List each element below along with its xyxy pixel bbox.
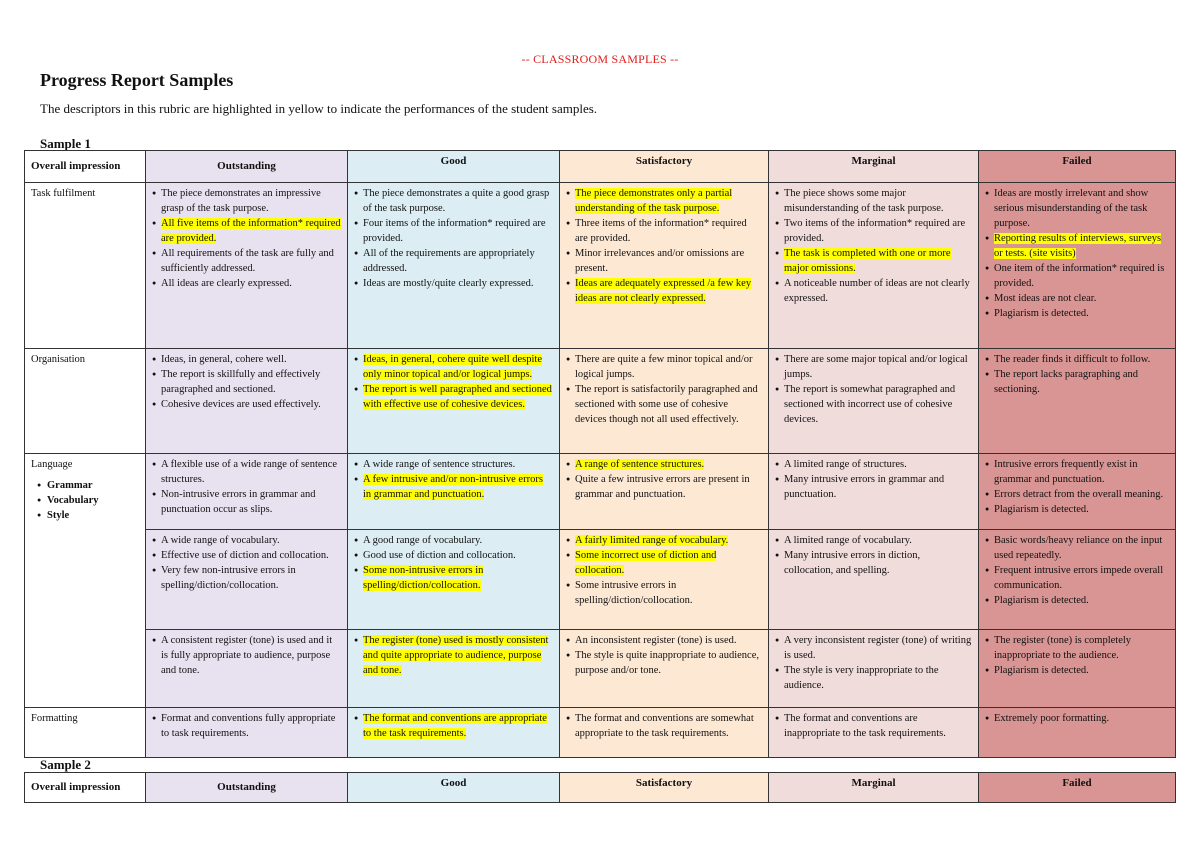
- descriptor-item: [985, 306, 1169, 321]
- row-label-task-fulfilment: Task fulfilment: [25, 183, 146, 349]
- descriptor-item: [985, 367, 1169, 397]
- descriptor-text: Extremely poor formatting.: [994, 713, 1110, 724]
- descriptor-item: [566, 633, 762, 648]
- grammar-outstanding-descriptors: [152, 457, 341, 517]
- descriptor-item: [152, 397, 341, 412]
- classroom-samples-banner: -- CLASSROOM SAMPLES --: [521, 52, 679, 66]
- descriptor-item: [566, 578, 762, 608]
- descriptor-item: [775, 663, 972, 693]
- language-label: Language: [31, 459, 73, 470]
- header-overall-impression: Overall impression: [25, 151, 146, 183]
- descriptor-text: Plagiarism is detected.: [994, 308, 1089, 319]
- org-good-descriptors: [354, 352, 553, 412]
- descriptor-item: [354, 216, 553, 246]
- descriptor-item: [152, 548, 341, 563]
- descriptor-item: [566, 216, 762, 246]
- descriptor-item: [566, 352, 762, 382]
- highlighted-descriptor-text: The report is well paragraphed and sectioned with effective use of cohesive devices.: [363, 384, 552, 410]
- header-satisfactory: Satisfactory: [560, 151, 769, 183]
- intro-text: The descriptors in this rubric are highlighted in yellow to indicate the performances of the student samples.: [40, 101, 598, 116]
- descriptor-item: [354, 457, 553, 472]
- descriptor-text: The piece demonstrates an impressive grasp of the task purpose.: [161, 188, 321, 214]
- task-outstanding-descriptors: [152, 186, 341, 291]
- descriptor-item: [566, 382, 762, 427]
- header-good: Good: [348, 151, 560, 183]
- descriptor-text: The report is satisfactorily paragraphed and sectioned with some use of cohesive devices though not all used effectively.: [575, 384, 758, 425]
- descriptor-text: An inconsistent register (tone) is used.: [575, 635, 737, 646]
- descriptor-text: A consistent register (tone) is used and it is fully appropriate to audience, purpose and tone.: [161, 635, 333, 676]
- grammar-satisfactory-descriptors: [566, 457, 762, 502]
- descriptor-item: [775, 382, 972, 427]
- descriptor-item: [152, 533, 341, 548]
- descriptor-item: [775, 246, 972, 276]
- descriptor-item: [985, 633, 1169, 663]
- descriptor-item: [152, 216, 341, 246]
- highlighted-descriptor-text: Some non-intrusive errors in spelling/diction/collocation.: [363, 565, 484, 591]
- descriptor-item: [566, 548, 762, 578]
- descriptor-text: Three items of the information* required are provided.: [575, 218, 747, 244]
- subitem-vocabulary: ● Vocabulary: [37, 493, 139, 508]
- descriptor-item: [985, 563, 1169, 593]
- descriptor-item: [985, 663, 1169, 678]
- row-label-organisation: Organisation: [25, 349, 146, 454]
- descriptor-item: [775, 276, 972, 306]
- descriptor-item: [566, 648, 762, 678]
- page-title: Progress Report Samples: [40, 70, 234, 90]
- descriptor-text: A good range of vocabulary.: [363, 535, 483, 546]
- descriptor-text: Cohesive devices are used effectively.: [161, 399, 321, 410]
- header-failed: Failed: [979, 151, 1176, 183]
- descriptor-text: The format and conventions are somewhat appropriate to the task requirements.: [575, 713, 754, 739]
- descriptor-item: [775, 548, 972, 578]
- descriptor-item: [152, 457, 341, 487]
- descriptor-text: The piece demonstrates a quite a good grasp of the task purpose.: [363, 188, 550, 214]
- descriptor-item: [354, 548, 553, 563]
- descriptor-text: One item of the information* required is provided.: [994, 263, 1165, 289]
- org-failed-descriptors: [985, 352, 1169, 397]
- descriptor-item: [985, 457, 1169, 487]
- descriptor-item: [152, 633, 341, 678]
- descriptor-item: [152, 246, 341, 276]
- descriptor-text: Many intrusive errors in grammar and punctuation.: [784, 474, 945, 500]
- rubric-row-task-fulfilment: [25, 183, 1176, 349]
- highlighted-descriptor-text: The piece demonstrates only a partial understanding of the task purpose.: [575, 188, 733, 214]
- descriptor-text: Format and conventions fully appropriate to task requirements.: [161, 713, 336, 739]
- org-satisfactory-descriptors: [566, 352, 762, 427]
- sample-2-rubric-table: [24, 772, 1176, 803]
- row-label-formatting: Formatting: [25, 708, 146, 758]
- style-satisfactory-descriptors: [566, 633, 762, 678]
- descriptor-item: [152, 186, 341, 216]
- highlighted-descriptor-text: Ideas are adequately expressed /a few key ideas are not clearly expressed.: [575, 278, 752, 304]
- descriptor-item: [354, 186, 553, 216]
- descriptor-text: Ideas, in general, cohere well.: [161, 354, 287, 365]
- descriptor-item: [775, 216, 972, 246]
- descriptor-item: [354, 633, 553, 678]
- descriptor-text: Frequent intrusive errors impede overall communication.: [994, 565, 1164, 591]
- descriptor-item: [985, 593, 1169, 608]
- highlighted-descriptor-text: A range of sentence structures.: [575, 459, 705, 470]
- rubric-row-language-vocabulary: [25, 530, 1176, 630]
- descriptor-item: [354, 533, 553, 548]
- descriptor-text: The report lacks paragraphing and sectioning.: [994, 369, 1139, 395]
- format-good-descriptors: [354, 711, 553, 741]
- descriptor-text: Some intrusive errors in spelling/diction/collocation.: [575, 580, 693, 606]
- vocab-satisfactory-descriptors: [566, 533, 762, 608]
- descriptor-text: There are quite a few minor topical and/or logical jumps.: [575, 354, 753, 380]
- descriptor-text: All ideas are clearly expressed.: [161, 278, 292, 289]
- descriptor-text: The style is quite inappropriate to audience, purpose and/or tone.: [575, 650, 759, 676]
- rubric-header-row: [25, 151, 1176, 183]
- descriptor-item: [775, 186, 972, 216]
- descriptor-text: All requirements of the task are fully and sufficiently addressed.: [161, 248, 334, 274]
- descriptor-text: Plagiarism is detected.: [994, 595, 1089, 606]
- highlighted-descriptor-text: Some incorrect use of diction and collocation.: [575, 550, 717, 576]
- descriptor-text: Minor irrelevances and/or omissions are present.: [575, 248, 745, 274]
- descriptor-item: [566, 276, 762, 306]
- descriptor-text: The format and conventions are inappropriate to the task requirements.: [784, 713, 946, 739]
- descriptor-item: [152, 352, 341, 367]
- descriptor-item: [985, 261, 1169, 291]
- style-marginal-descriptors: [775, 633, 972, 693]
- descriptor-text: Intrusive errors frequently exist in grammar and punctuation.: [994, 459, 1138, 485]
- descriptor-item: [985, 711, 1169, 726]
- rubric-row-language-style: [25, 630, 1176, 708]
- descriptor-text: The piece shows some major misunderstanding of the task purpose.: [784, 188, 944, 214]
- descriptor-item: [566, 457, 762, 472]
- descriptor-text: The style is very inappropriate to the audience.: [784, 665, 939, 691]
- descriptor-item: [985, 291, 1169, 306]
- descriptor-item: [354, 563, 553, 593]
- descriptor-item: [566, 472, 762, 502]
- highlighted-descriptor-text: The register (tone) used is mostly consistent and quite appropriate to audience, purpose and tone.: [363, 635, 549, 676]
- descriptor-item: [775, 352, 972, 382]
- descriptor-text: Quite a few intrusive errors are present in grammar and punctuation.: [575, 474, 750, 500]
- descriptor-text: Plagiarism is detected.: [994, 665, 1089, 676]
- header-marginal: Marginal: [769, 151, 979, 183]
- grammar-good-descriptors: [354, 457, 553, 502]
- descriptor-item: [354, 246, 553, 276]
- descriptor-text: The report is skillfully and effectively paragraphed and sectioned.: [161, 369, 321, 395]
- descriptor-item: [152, 276, 341, 291]
- descriptor-item: [354, 382, 553, 412]
- task-marginal-descriptors: [775, 186, 972, 306]
- highlighted-descriptor-text: Ideas, in general, cohere quite well despite only minor topical and/or logical jumps.: [363, 354, 543, 380]
- descriptor-text: Ideas are mostly irrelevant and show serious misunderstanding of the task purpose.: [994, 188, 1149, 229]
- header-good: Good: [348, 773, 560, 803]
- descriptor-item: [985, 502, 1169, 517]
- descriptor-item: [775, 472, 972, 502]
- descriptor-text: A limited range of structures.: [784, 459, 907, 470]
- descriptor-item: [985, 186, 1169, 231]
- vocab-good-descriptors: [354, 533, 553, 593]
- descriptor-text: Non-intrusive errors in grammar and punctuation occur as slips.: [161, 489, 316, 515]
- descriptor-text: All of the requirements are appropriately addressed.: [363, 248, 535, 274]
- descriptor-text: Effective use of diction and collocation.: [161, 550, 329, 561]
- sample-2-label: Sample 2: [40, 757, 91, 772]
- descriptor-item: [354, 472, 553, 502]
- org-marginal-descriptors: [775, 352, 972, 427]
- subitem-style: ● Style: [37, 508, 139, 523]
- header-overall-impression: Overall impression: [25, 773, 146, 803]
- descriptor-text: A noticeable number of ideas are not clearly expressed.: [784, 278, 970, 304]
- descriptor-text: Many intrusive errors in diction, collocation, and spelling.: [784, 550, 921, 576]
- descriptor-text: Most ideas are not clear.: [994, 293, 1097, 304]
- subitem-grammar: ● Grammar: [37, 478, 139, 493]
- sample-1-rubric-table: [24, 150, 1176, 758]
- descriptor-text: Very few non-intrusive errors in spelling/diction/collocation.: [161, 565, 296, 591]
- style-good-descriptors: [354, 633, 553, 678]
- descriptor-item: [566, 533, 762, 548]
- style-outstanding-descriptors: [152, 633, 341, 678]
- header-outstanding: Outstanding: [146, 151, 348, 183]
- descriptor-text: The reader finds it difficult to follow.: [994, 354, 1151, 365]
- descriptor-item: [775, 533, 972, 548]
- language-subitems: [37, 478, 139, 523]
- sample-1-label: Sample 1: [40, 136, 91, 151]
- rubric-row-organisation: [25, 349, 1176, 454]
- format-outstanding-descriptors: [152, 711, 341, 741]
- highlighted-descriptor-text: The task is completed with one or more major omissions.: [784, 248, 951, 274]
- header-marginal: Marginal: [769, 773, 979, 803]
- descriptor-text: A limited range of vocabulary.: [784, 535, 912, 546]
- descriptor-item: [775, 457, 972, 472]
- org-outstanding-descriptors: [152, 352, 341, 412]
- highlighted-descriptor-text: The format and conventions are appropriate to the task requirements.: [363, 713, 547, 739]
- grammar-marginal-descriptors: [775, 457, 972, 502]
- descriptor-text: The report is somewhat paragraphed and sectioned with incorrect use of cohesive devices.: [784, 384, 956, 425]
- highlighted-descriptor-text: All five items of the information* required are provided.: [161, 218, 341, 244]
- descriptor-text: Plagiarism is detected.: [994, 504, 1089, 515]
- format-failed-descriptors: [985, 711, 1169, 726]
- descriptor-item: [354, 711, 553, 741]
- descriptor-item: [152, 711, 341, 741]
- format-marginal-descriptors: [775, 711, 972, 741]
- descriptor-text: A flexible use of a wide range of sentence structures.: [161, 459, 338, 485]
- descriptor-text: Errors detract from the overall meaning.: [994, 489, 1164, 500]
- row-label-language: [25, 454, 146, 708]
- descriptor-text: Four items of the information* required are provided.: [363, 218, 546, 244]
- descriptor-item: [354, 352, 553, 382]
- descriptor-item: [566, 186, 762, 216]
- highlighted-descriptor-text: Reporting results of interviews, surveys or tests. (site visits): [994, 233, 1162, 259]
- task-good-descriptors: [354, 186, 553, 291]
- descriptor-text: Good use of diction and collocation.: [363, 550, 516, 561]
- rubric-header-row: [25, 773, 1176, 803]
- descriptor-item: [985, 352, 1169, 367]
- descriptor-text: The register (tone) is completely inappropriate to the audience.: [994, 635, 1132, 661]
- descriptor-item: [775, 711, 972, 741]
- grammar-failed-descriptors: [985, 457, 1169, 517]
- descriptor-text: Basic words/heavy reliance on the input used repeatedly.: [994, 535, 1163, 561]
- descriptor-text: A wide range of sentence structures.: [363, 459, 516, 470]
- descriptor-text: A very inconsistent register (tone) of writing is used.: [784, 635, 972, 661]
- style-failed-descriptors: [985, 633, 1169, 678]
- vocab-failed-descriptors: [985, 533, 1169, 608]
- rubric-row-language-grammar: [25, 454, 1176, 530]
- descriptor-text: A wide range of vocabulary.: [161, 535, 280, 546]
- header-outstanding: Outstanding: [146, 773, 348, 803]
- header-failed: Failed: [979, 773, 1176, 803]
- task-failed-descriptors: [985, 186, 1169, 321]
- format-satisfactory-descriptors: [566, 711, 762, 741]
- task-satisfactory-descriptors: [566, 186, 762, 306]
- vocab-marginal-descriptors: [775, 533, 972, 578]
- descriptor-item: [775, 633, 972, 663]
- descriptor-text: Two items of the information* required are provided.: [784, 218, 966, 244]
- rubric-row-formatting: [25, 708, 1176, 758]
- descriptor-item: [152, 487, 341, 517]
- descriptor-item: [566, 246, 762, 276]
- descriptor-item: [985, 533, 1169, 563]
- descriptor-item: [152, 563, 341, 593]
- header-satisfactory: Satisfactory: [560, 773, 769, 803]
- descriptor-item: [985, 487, 1169, 502]
- descriptor-item: [152, 367, 341, 397]
- descriptor-item: [985, 231, 1169, 261]
- descriptor-item: [354, 276, 553, 291]
- descriptor-text: There are some major topical and/or logical jumps.: [784, 354, 968, 380]
- highlighted-descriptor-text: A few intrusive and/or non-intrusive errors in grammar and punctuation.: [363, 474, 543, 500]
- vocab-outstanding-descriptors: [152, 533, 341, 593]
- descriptor-text: Ideas are mostly/quite clearly expressed.: [363, 278, 534, 289]
- descriptor-item: [566, 711, 762, 741]
- highlighted-descriptor-text: A fairly limited range of vocabulary.: [575, 535, 729, 546]
